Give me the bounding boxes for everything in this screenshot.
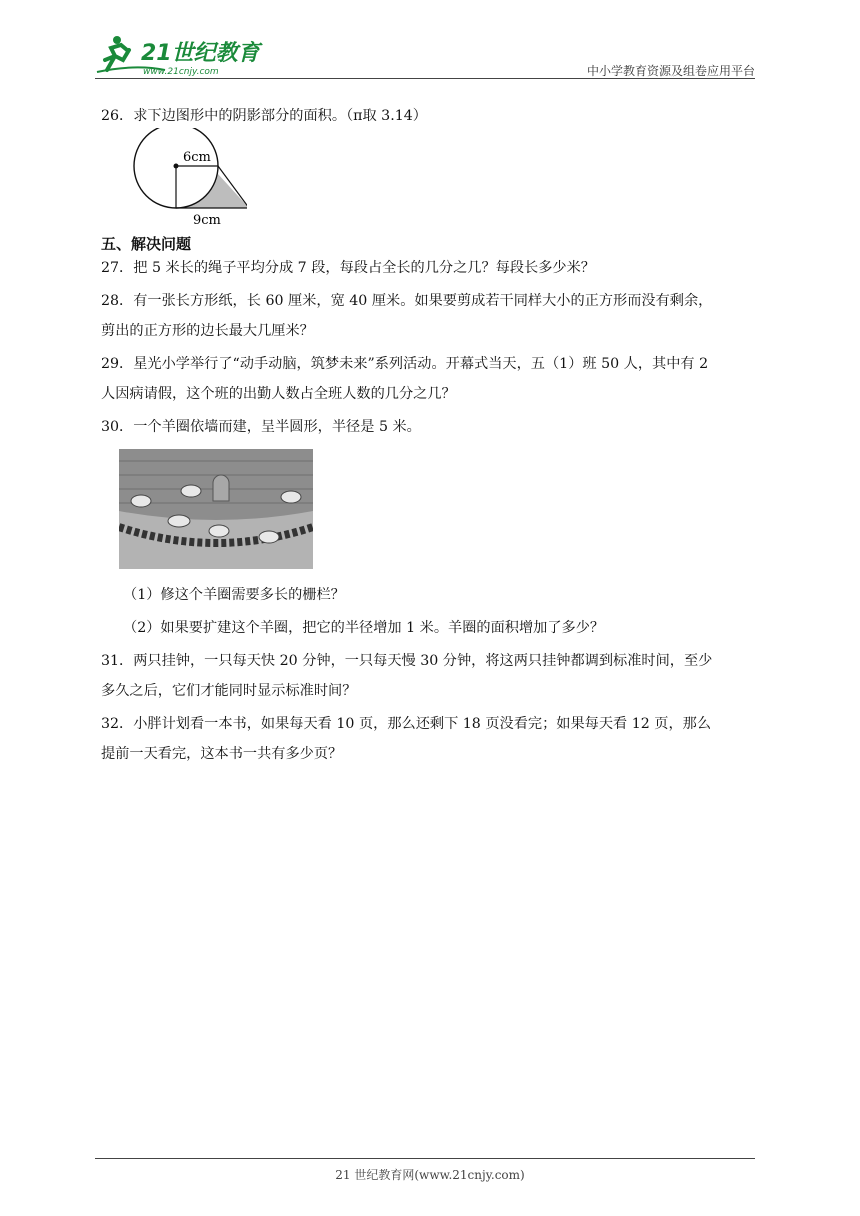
radius-label: 6cm [183,150,211,165]
page-footer: 21 世纪教育网(www.21cnjy.com) [335,1168,525,1182]
question-28-line2: 剪出的正方形的边长最大几厘米？ [101,323,314,339]
question-content [101,100,761,764]
question-30: 30．一个羊圈依墙而建，呈半圆形，半径是 5 米。 [101,419,421,435]
sheep-pen-photo [119,449,313,569]
question-29-line2: 人因病请假，这个班的出勤人数占全班人数的几分之几？ [101,386,456,402]
header-platform-text: 中小学教育资源及组卷应用平台 [586,64,755,78]
question-30-part1: （1）修这个羊圈需要多长的栅栏？ [123,587,345,603]
page-header [95,30,755,80]
site-logo [95,30,265,78]
shaded-area-figure [117,128,247,228]
question-30-part2: （2）如果要扩建这个羊圈，把它的半径增加 1 米。羊圈的面积增加了多少？ [123,620,605,636]
logo-url: www.21cnjy.com [143,67,219,77]
logo-text: 21世纪教育 [141,41,260,66]
base-label: 9cm [193,213,221,228]
question-32-line2: 提前一天看完，这本书一共有多少页？ [101,746,343,762]
question-27: 27．把 5 米长的绳子平均分成 7 段，每段占全长的几分之几？每段长多少米？ [101,260,595,276]
question-26: 26．求下边图形中的阴影部分的面积。（π取 3.14） [101,108,427,124]
question-31-line2: 多久之后，它们才能同时显示标准时间？ [101,683,357,699]
question-31-line1: 31．两只挂钟，一只每天快 20 分钟，一只每天慢 30 分钟，将这两只挂钟都调到标准时间，至少 [101,653,713,669]
question-32-line1: 32．小胖计划看一本书，如果每天看 10 页，那么还剩下 18 页没看完；如果每天看 12 页，那么 [101,716,712,732]
section-title: 五、解决问题 [101,235,192,253]
question-29-line1: 29．星光小学举行了“动手动脑，筑梦未来”系列活动。开幕式当天，五（1）班 50 人，其中有 2 [101,356,709,372]
header-divider [95,78,755,79]
footer-divider [95,1158,755,1159]
question-28-line1: 28．有一张长方形纸，长 60 厘米，宽 40 厘米。如果要剪成若干同样大小的正方形而没有剩余， [101,293,713,309]
